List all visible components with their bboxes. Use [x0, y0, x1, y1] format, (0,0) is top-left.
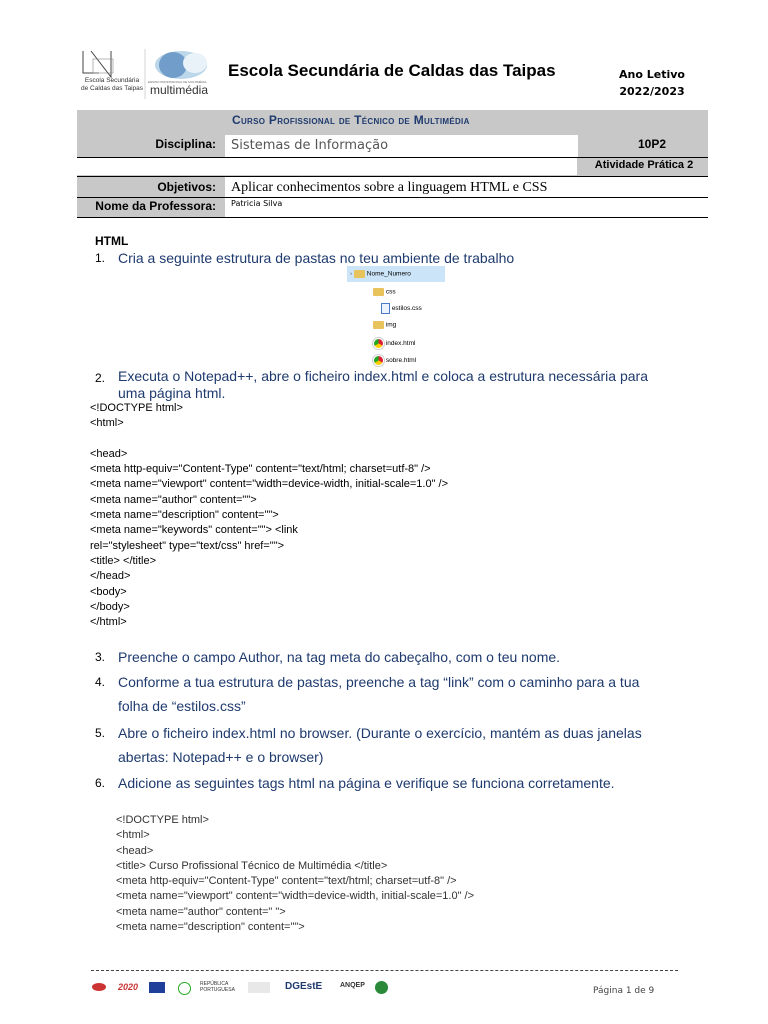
tree-root: Nome_Numero [366, 270, 411, 278]
file-icon [381, 303, 390, 314]
footer-divider [91, 970, 678, 971]
code-block-1: <!DOCTYPE html> <html> <head> <meta http-equiv="Content-Type" content="text/html; charset=utf-8" /> <meta name="viewport" content="width=device-width, initial-scale=1.0" /> <meta name="author" content=""> <meta name="description" content=""> <meta name="keywords" content=""> <link rel="stylesheet" type="text/css" href=""> <title> </title> </head> <body> </body> </html> [90, 402, 449, 629]
objetivos-cell [225, 177, 708, 198]
logo-2020: 2020 [118, 982, 139, 992]
disciplina-value: Sistemas de Informação [231, 138, 389, 153]
objetivos-value: Aplicar conhecimentos sobre a linguagem HTML e CSS [231, 180, 548, 195]
ano-value: 2022/2023 [619, 85, 685, 98]
item-number: 4. [95, 675, 106, 689]
item-number: 6. [95, 776, 106, 790]
tree-img: img [385, 321, 397, 329]
course-title: Curso Profissional de Técnico de Multimédia [232, 113, 470, 127]
folder-tree: › Nome_Numero css estilos.css img index.html sobre.html [347, 266, 445, 368]
folder-icon [373, 321, 384, 329]
footer-logos [92, 978, 492, 1000]
class-code: 10P2 [637, 137, 667, 151]
item-number: 5. [95, 726, 106, 740]
logo-icon [248, 982, 270, 993]
item-number: 2. [95, 371, 106, 385]
item-text: Preenche o campo Author, na tag meta do cabeçalho, com o teu nome. [118, 649, 561, 665]
logo-icon [92, 983, 106, 991]
section-title: HTML [95, 234, 129, 248]
logo-icon [178, 982, 191, 995]
browser-icon [373, 338, 384, 349]
professora-label: Nome da Professora: [95, 199, 216, 213]
logo-left-line1: Escola Secundária [84, 77, 140, 84]
tree-index: index.html [385, 340, 416, 348]
professora-cell [225, 198, 708, 217]
item-text: Cria a seguinte estrutura de pastas no teu ambiente de trabalho [118, 250, 515, 266]
disciplina-label: Disciplina: [155, 137, 216, 151]
logo-dgeste: DGEstE [285, 981, 323, 992]
item-text: Conforme a tua estrutura de pastas, preenche a tag “link” com o caminho para a tua folha de “estilos.css” [118, 674, 640, 714]
page-number: Página 1 de 9 [593, 986, 655, 996]
tree-css: css [385, 288, 396, 296]
item-number: 1. [95, 251, 106, 265]
objetivos-label: Objetivos: [157, 180, 216, 194]
tree-sobre: sobre.html [385, 357, 417, 365]
disciplina-cell [225, 135, 578, 157]
item-text: Abre o ficheiro index.html no browser. (Durante o exercício, mantém as duas janelas abertas: Notepad++ e o browser) [118, 725, 642, 765]
school-year [617, 66, 687, 100]
empty-cell [77, 158, 577, 175]
code-block-2: <!DOCTYPE html> <html> <head> <title> Curso Profissional Técnico de Multimédia </title> <meta http-equiv="Content-Type" content="text/html; charset=utf-8" /> <meta name="viewport" content="width=device-width, initial-scale=1.0" /> <meta name="author" content=" "> <meta name="description" content=""> [116, 814, 475, 934]
eu-flag-icon [149, 982, 165, 993]
folder-icon [354, 270, 365, 278]
logo-icon [375, 981, 388, 994]
school-logos [77, 47, 220, 109]
folder-icon [373, 288, 384, 296]
activity-label: Atividade Prática 2 [594, 159, 694, 171]
ano-label: Ano Letivo [619, 68, 685, 81]
logo-right-small: ENSINO PROFISSIONAL DE MULTIMÉDIA [148, 80, 207, 84]
item-number: 3. [95, 650, 106, 664]
school-name: Escola Secundária de Caldas das Taipas [228, 61, 556, 80]
logo-left-line2: de Caldas das Taipas [80, 84, 144, 92]
item-text: Executa o Notepad++, abre o ficheiro index.html e coloca a estrutura necessária para uma página html. [118, 368, 648, 401]
browser-icon [373, 355, 384, 366]
logo-anqep: ANQEP [340, 982, 365, 989]
item-text: Adicione as seguintes tags html na página e verifique se funciona corretamente. [118, 775, 615, 791]
logo-right-big: multimédia [150, 83, 209, 97]
logo-republica: REPÚBLICA PORTUGUESA [200, 981, 235, 993]
tree-css-file: estilos.css [391, 305, 422, 313]
professora-value: Patricia Silva [231, 199, 283, 208]
